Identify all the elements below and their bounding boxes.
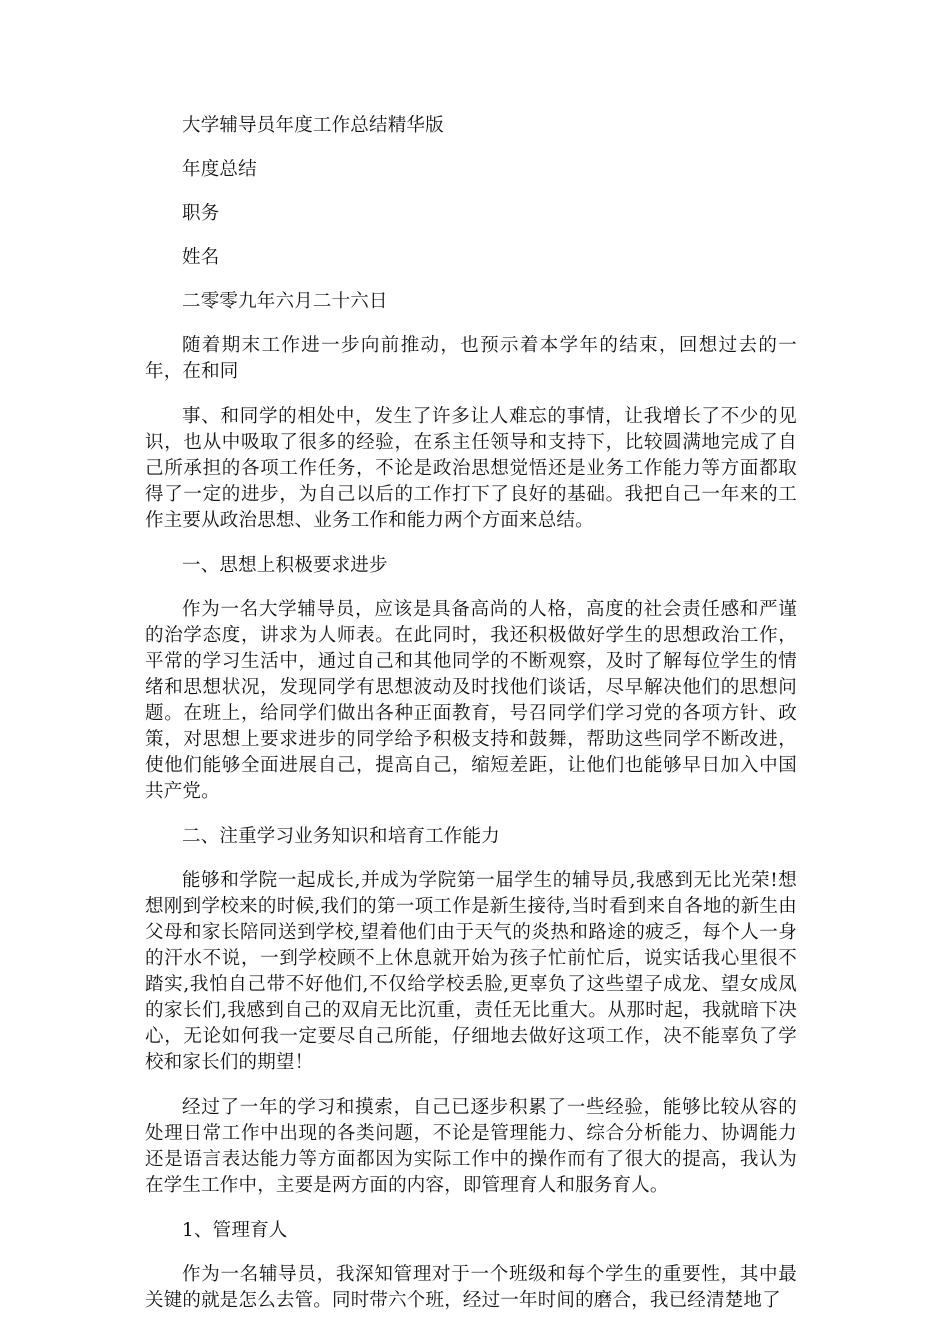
paragraph-line: 平常的学习生活中，通过自己和其他同学的不断观察，及时了解每位学生的情 bbox=[145, 651, 797, 672]
paragraph-line: 使他们能够全面进展自己，提高自己，缩短差距，让他们也能够早日加入中国 bbox=[145, 755, 797, 776]
paragraph-line: 策，对思想上要求进步的同学给予积极支持和鼓舞，帮助这些同学不断改进， bbox=[145, 729, 797, 750]
paragraph-line: 经过了一年的学习和摸索，自己已逐步积累了一些经验，能够比较从容的 bbox=[182, 1097, 797, 1118]
section-heading: 一、思想上积极要求进步 bbox=[182, 555, 388, 576]
cover-line: 姓名 bbox=[182, 247, 220, 268]
paragraph-line: 题。在班上，给同学们做出各种正面教育，号召同学们学习党的各项方针、政 bbox=[145, 703, 797, 724]
document-title: 大学辅导员年度工作总结精华版 bbox=[182, 115, 444, 136]
paragraph-line: 处理日常工作中出现的各类问题，不论是管理能力、综合分析能力、协调能力 bbox=[145, 1123, 797, 1144]
paragraph-line: 作为一名大学辅导员，应该是具备高尚的人格，高度的社会责任感和严谨 bbox=[182, 599, 797, 620]
document-body bbox=[145, 113, 797, 1333]
paragraph bbox=[145, 1095, 797, 1199]
paragraph-line: 共产党。 bbox=[145, 781, 220, 802]
paragraph-line: 的家长们,我感到自己的双肩无比沉重，责任无比重大。从那时起，我就暗下决 bbox=[145, 1000, 797, 1021]
paragraph-line: 作主要从政治思想、业务工作和能力两个方面来总结。 bbox=[145, 510, 594, 531]
paragraph bbox=[145, 1262, 797, 1314]
paragraph bbox=[145, 597, 797, 805]
paragraph-line: 的治学态度，讲求为人师表。在此同时，我还积极做好学生的思想政治工作， bbox=[145, 625, 797, 646]
paragraph bbox=[145, 333, 797, 385]
paragraph-line: 己所承担的各项工作任务，不论是政治思想觉悟还是业务工作能力等方面都取 bbox=[145, 458, 797, 479]
section-heading: 1、管理育人 bbox=[182, 1220, 288, 1241]
paragraph bbox=[145, 868, 797, 1076]
paragraph-line: 校和家长们的期望！ bbox=[145, 1052, 314, 1073]
paragraph-line: 事、和同学的相处中，发生了许多让人难忘的事情，让我增长了不少的见 bbox=[182, 406, 797, 427]
cover-line: 年度总结 bbox=[182, 159, 257, 180]
cover-line: 职务 bbox=[182, 203, 220, 224]
paragraph-line: 作为一名辅导员，我深知管理对于一个班级和每个学生的重要性，其中最 bbox=[182, 1264, 797, 1285]
paragraph-line: 踏实,我怕自己带不好他们,不仅给学校丢脸,更辜负了这些望子成龙、望女成凤 bbox=[145, 974, 797, 995]
paragraph-line: 的汗水不说，一到学校顾不上休息就开始为孩子忙前忙后，说实话我心里很不 bbox=[145, 948, 797, 969]
paragraph-line: 想刚到学校来的时候,我们的第一项工作是新生接待,当时看到来自各地的新生由 bbox=[145, 896, 797, 917]
paragraph-line: 关键的就是怎么去管。同时带六个班，经过一年时间的磨合，我已经清楚地了 bbox=[145, 1290, 781, 1311]
paragraph-line: 年，在和同 bbox=[145, 361, 239, 382]
paragraph-line: 父母和家长陪同送到学校,望着他们由于天气的炎热和路途的疲乏，每个人一身 bbox=[145, 922, 797, 943]
paragraph-line: 随着期末工作进一步向前推动，也预示着本学年的结束，回想过去的一 bbox=[182, 335, 797, 356]
paragraph-line: 心，无论如何我一定要尽自己所能，仔细地去做好这项工作，决不能辜负了学 bbox=[145, 1026, 797, 1047]
cover-block bbox=[145, 113, 797, 315]
paragraph-line: 识，也从中吸取了很多的经验，在系主任领导和支持下，比较圆满地完成了自 bbox=[145, 432, 797, 453]
paragraph-line: 绪和思想状况，发现同学有思想波动及时找他们谈话，尽早解决他们的思想问 bbox=[145, 677, 797, 698]
paragraph-line: 得了一定的进步，为自己以后的工作打下了良好的基础。我把自己一年来的工 bbox=[145, 484, 797, 505]
paragraph-line: 能够和学院一起成长,并成为学院第一届学生的辅导员,我感到无比光荣!想 bbox=[182, 870, 797, 891]
paragraph-line: 还是语言表达能力等方面都因为实际工作中的操作而有了很大的提高，我认为 bbox=[145, 1149, 797, 1170]
section-heading: 二、注重学习业务知识和培育工作能力 bbox=[182, 826, 500, 847]
paragraph bbox=[145, 404, 797, 534]
body-block bbox=[145, 333, 797, 1314]
paragraph-line: 在学生工作中，主要是两方面的内容，即管理育人和服务育人。 bbox=[145, 1175, 669, 1196]
cover-line: 二零零九年六月二十六日 bbox=[182, 291, 388, 312]
